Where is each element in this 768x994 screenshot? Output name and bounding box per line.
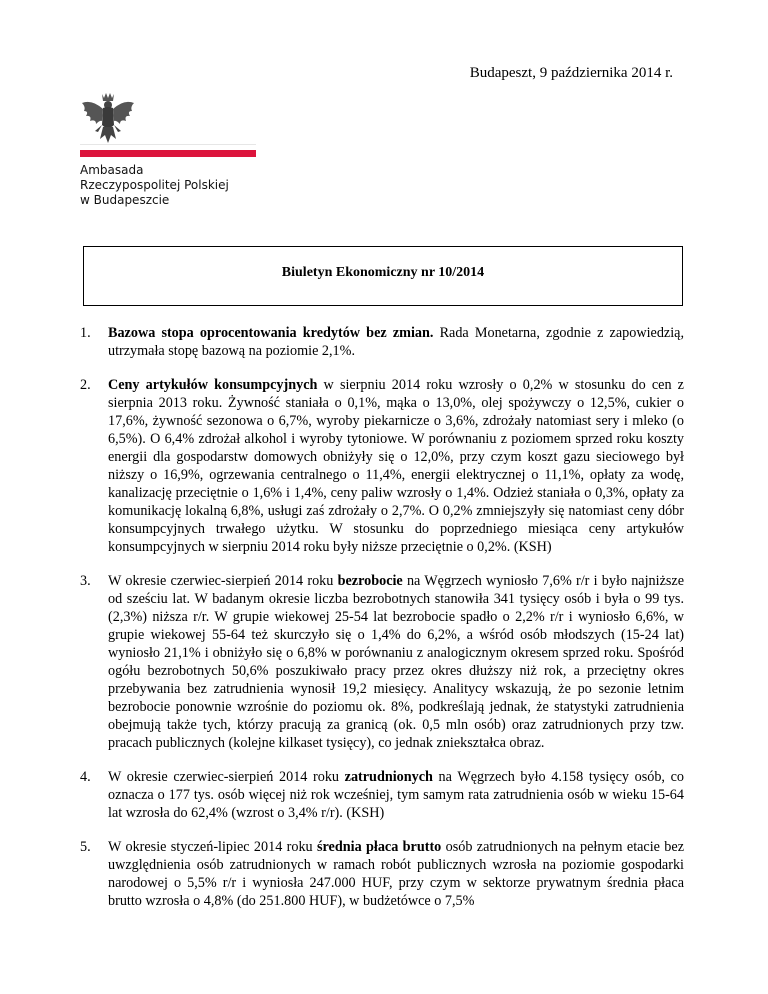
item-number: 2. <box>80 377 91 393</box>
list-item <box>80 768 684 822</box>
item-text: w sierpniu 2014 roku wzrosły o 0,2% w stosunku do cen z sierpnia 2013 roku. Żywność staniała o 0,1%, mąka o 13,0%, olej spożywczy o 12,5%, cukier o 17,6%, żywność sezonowa o 6,7%, wyroby piekarnicze o 3,6%, zdrożały natomiast sery i mleko (o 6,5%). O 6,4% zdrożał alkohol i wyroby tytoniowe. W porównaniu z poziomem sprzed roku koszty energii dla gospodarstw domowych obniżyły się o 12,0%, przy czym koszt gazu sieciowego był niższy o 16,9%, ogrzewania centralnego o 11,4%, energii elektrycznej o 11,1%, opłaty za wodę, kanalizację przeciętnie o 1,6% i 1,4%, ceny paliw wzrosły o 1,4%. Odzież staniała o 0,3%, opłaty za komunikację lokalną 6,8%, usługi zaś zdrożały o 2,7%. O 0,2% zmniejszyły się natomiast ceny dóbr konsumpcyjnych trwałego użytku. W stosunku do poprzedniego miesiąca ceny artykułów konsumpcyjnych w sierpniu 2014 roku były niższe przeciętnie o 0,2%. (KSH) <box>108 377 684 555</box>
item-text-before: W okresie czerwiec-sierpień 2014 roku <box>108 573 338 589</box>
item-text-before: W okresie czerwiec-sierpień 2014 roku <box>108 769 345 785</box>
list-item <box>80 572 684 752</box>
item-number: 5. <box>80 839 91 855</box>
item-text: na Węgrzech było 4.158 tysięcy osób, co oznacza o 177 tys. osób więcej niż rok wcześniej, tym samym rata zatrudnienia osób w wieku 15-64 lat wzrosła do 62,4% (wzrost o 3,4% r/r). (KSH) <box>108 769 684 821</box>
embassy-name <box>80 163 229 208</box>
item-text-before: W okresie styczeń-lipiec 2014 roku <box>108 839 317 855</box>
embassy-line-2: Rzeczypospolitej Polskiej <box>80 178 229 192</box>
flag-white-stripe <box>80 144 256 145</box>
embassy-line-1: Ambasada <box>80 163 144 177</box>
bulletin-title-box <box>83 246 683 306</box>
list-item <box>80 838 684 910</box>
item-headline: Ceny artykułów konsumpcyjnych <box>108 377 318 393</box>
polish-eagle-emblem-icon <box>80 91 136 149</box>
item-headline: zatrudnionych <box>344 769 433 785</box>
item-headline: średnia płaca brutto <box>316 839 442 855</box>
item-text: na Węgrzech wyniosło 7,6% r/r i było najniższe od sześciu lat. W badanym okresie liczba bezrobotnych stanowiła 341 tysięcy osób i była o 99 tys. (2,3%) niższa r/r. W grupie wiekowej 25-54 lat bezrobocie spadło o 2,2% r/r i wyniosło 6,6%, w grupie wiekowej 55-64 też skurczyło się o 1,4% do 6,2%, a wśród osób młodszych (15-24 lat) wyniosło 21,1% i obniżyło się o 6,8% w porównaniu z analogicznym okresem sprzed roku. Spośród ogółu bezrobotnych 50,6% poszukiwało pracy przez okres dłuższy niż rok, a przeciętny okres przebywania bez zatrudnienia wynosił 19,2 miesięcy. Analitycy wskazują, że po sezonie letnim bezrobocie ponownie wzrośnie do poziomu ok. 8%, podkreślają jednak, że statystyki zatrudnienia obejmują także tych, którzy pracują za granicą (ok. 0,5 mln osób) oraz zatrudnionych przy tzw. pracach publicznych (kolejne kilkaset tysięcy), co jednak zniekształca obraz. <box>108 573 684 751</box>
item-headline: bezrobocie <box>337 573 403 589</box>
flag-red-stripe <box>80 150 256 157</box>
bulletin-title: Biuletyn Ekonomiczny nr 10/2014 <box>281 265 485 280</box>
list-item <box>80 324 684 360</box>
news-list <box>80 324 684 926</box>
item-headline: Bazowa stopa oprocentowania kredytów bez zmian. <box>108 325 434 341</box>
embassy-line-3: w Budapeszcie <box>80 193 170 207</box>
item-number: 1. <box>80 325 91 341</box>
item-number: 3. <box>80 573 91 589</box>
document-date: Budapeszt, 9 października 2014 r. <box>469 65 673 81</box>
item-text: Rada Monetarna, zgodnie z zapowiedzią, utrzymała stopę bazową na poziomie 2,1%. <box>108 325 684 359</box>
list-item <box>80 376 684 556</box>
item-number: 4. <box>80 769 91 785</box>
item-text: osób zatrudnionych na pełnym etacie bez uwzględnienia osób zatrudnionych w ramach robót publicznych wzrosła na poziomie gospodarki narodowej o 5,5% r/r i wyniosła 247.000 HUF, przy czym w sektorze prywatnym średnia płaca brutto wzrosła o 4,8% (do 251.800 HUF), w budżetówce o 7,5% <box>108 839 684 909</box>
